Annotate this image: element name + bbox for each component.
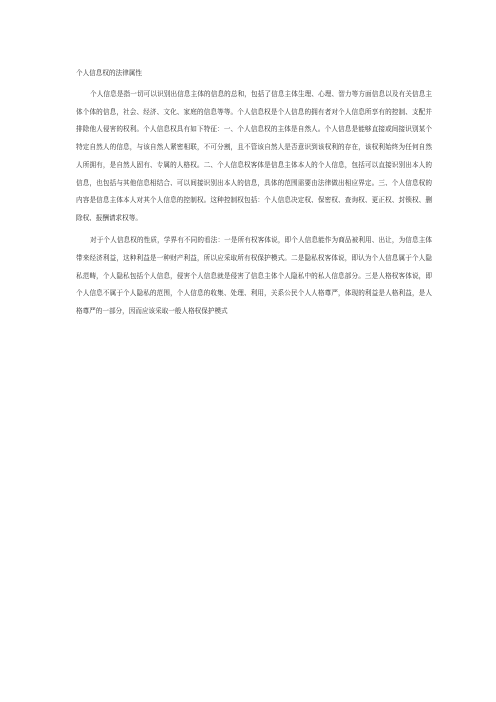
document-title: 个人信息权的法律属性 [76, 69, 142, 77]
paragraph-definition: 个人信息是指一切可以识别出信息主体的信息的总和，包括了信息主体生理、心理、智力等方面信息以及有关信息主体个体的信息，社会、经济、文化、家庭的信息等等。个人信息权是个人信息的拥有者对个人信息所享有的控制、支配并排除他人侵害的权利。个人信息权具有如下特征：一、个人信息权的主体是自然人。个人信息是能够直接或间接识别某个特定自然人的信息，与该自然人紧密相联，不可分割，且不管该自然人是否意识到该权利的存在，该权利始终为任何自然人所拥有，是自然人固有、专属的人格权。二、个人信息权客体是信息主体本人的个人信息，包括可以直接识别出本人的信息，也包括与其他信息相结合、可以间接识别出本人的信息，具体的范围需要由法律做出相应界定。三、个人信息权的内容是信息主体本人对其个人信息的控制权。这种控制权包括：个人信息决定权、保密权、查询权、更正权、封锁权、删除权、报酬请求权等。 [76, 90, 432, 222]
paragraph-nature: 对于个人信息权的性质，学界有不同的看法：一是所有权客体说，即个人信息能作为商品被利用、出让，为信息主体带来经济利益，这种利益是一种财产利益，所以应采取所有权保护模式。二是隐私权客体说，即认为个人信息属于个人隐私范畴，个人隐私包括个人信息，侵害个人信息就是侵害了信息主体个人隐私中的私人信息部分。三是人格权客体说，即个人信息不属于个人隐私的范围，个人信息的收集、处理、利用，关系公民个人人格尊严，体现的利益是人格利益，是人格尊严的一部分，因而应该采取一般人格权保护模式 [76, 236, 432, 315]
document-body [76, 68, 432, 325]
